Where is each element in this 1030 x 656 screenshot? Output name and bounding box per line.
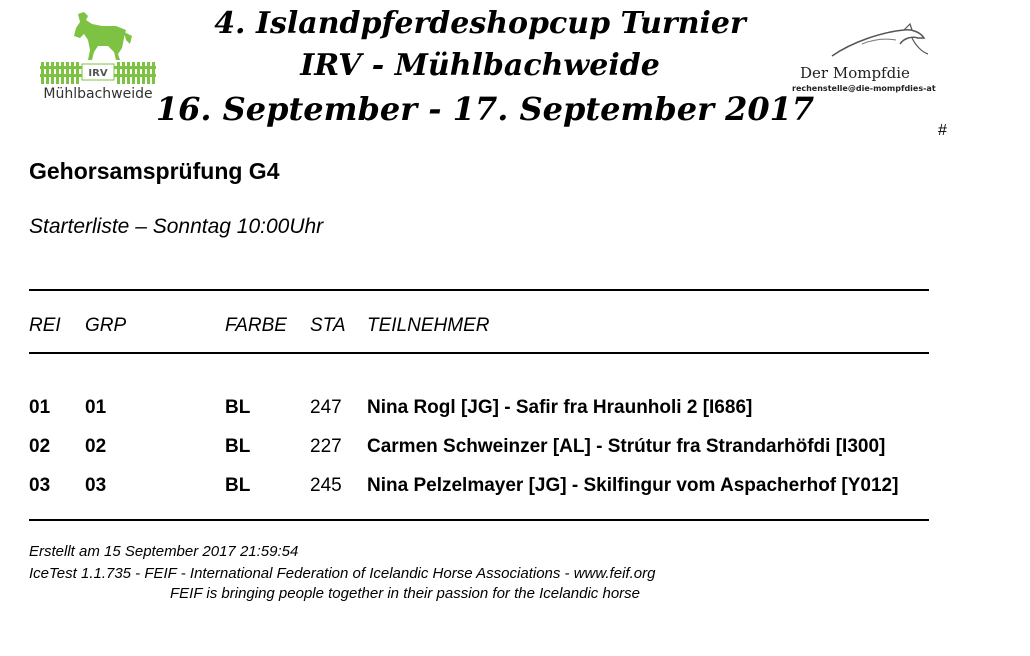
row-farbe: BL [225,475,251,496]
logo-badge-text: IRV [88,68,108,79]
divider-top [29,289,929,291]
header-teilnehmer: TEILNEHMER [367,315,490,336]
row-rei: 03 [29,475,51,496]
row-sta: 245 [310,475,342,496]
row-teilnehmer: Nina Pelzelmayer [JG] - Skilfingur vom Aspacherhof [Y012] [367,475,899,496]
header-farbe: FARBE [225,315,287,336]
logo-right-email: rechenstelle@die-mompfdies-at [792,84,936,93]
row-grp: 02 [85,436,107,457]
row-rei: 01 [29,397,51,418]
tournament-venue: IRV - Mühlbachweide [300,48,660,83]
row-sta: 247 [310,397,342,418]
row-grp: 03 [85,475,107,496]
tournament-title: 4. Islandpferdeshopcup Turnier [214,6,746,41]
divider-bottom [29,519,929,521]
row-farbe: BL [225,397,251,418]
header-sta: STA [310,315,346,336]
tournament-dates: 16. September - 17. September 2017 [155,90,815,128]
row-teilnehmer: Carmen Schweinzer [AL] - Strútur fra Strandarhöfdi [I300] [367,436,886,457]
mompfdie-logo [792,22,942,102]
feif-motto: FEIF is bringing people together in their passion for the Icelandic horse [170,585,640,602]
logo-left-caption: Mühlbachweide [43,86,153,102]
row-rei: 02 [29,436,51,457]
test-title: Gehorsamsprüfung G4 [29,158,280,184]
software-credit: IceTest 1.1.735 - FEIF - International Federation of Icelandic Horse Associations - www.feif.org [29,565,656,582]
hash-mark: # [938,122,947,139]
row-teilnehmer: Nina Rogl [JG] - Safir fra Hraunholi 2 [I686] [367,397,753,418]
start-list-subtitle: Starterliste – Sonntag 10:00Uhr [29,215,324,238]
row-sta: 227 [310,436,342,457]
logo-right-name: Der Mompfdie [800,64,910,82]
divider-header [29,352,929,354]
created-timestamp: Erstellt am 15 September 2017 21:59:54 [29,543,299,560]
header-grp: GRP [85,315,127,336]
horse-icon [36,10,160,86]
row-farbe: BL [225,436,251,457]
horse-head-icon [792,22,942,66]
header-rei: REI [29,315,61,336]
row-grp: 01 [85,397,107,418]
irv-muehlbachweide-logo [36,10,160,110]
